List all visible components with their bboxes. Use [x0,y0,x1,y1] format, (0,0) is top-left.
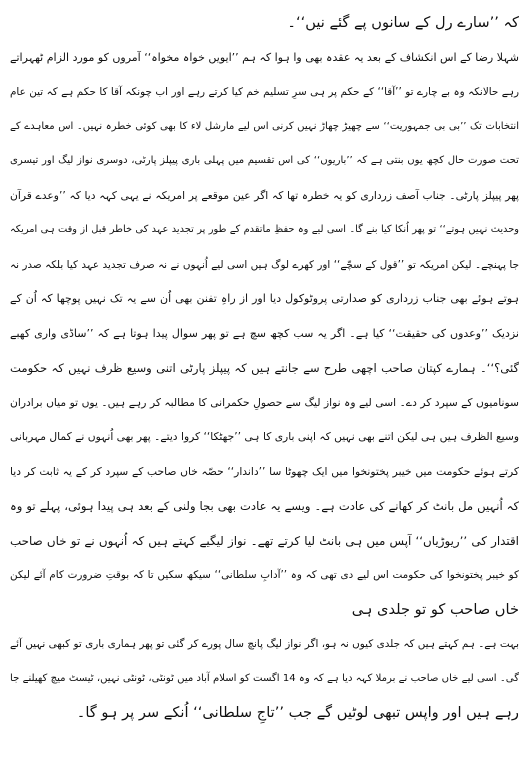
text-line: نزدیک ’’وعدوں کی حقیقت‘‘ کیا ہے۔ اگر یہ سب کچھ سچ ہے تو پھر سوال پیدا ہوتا ہے کہ ’’ساڈی واری کھبے [10,326,519,340]
text-line: وسیع الظرف ہیں ہی لیکن اتنے بھی نہیں کہ اپنی باری کا ہی ’’جھٹکا‘‘ کروا دیتے۔ پھر بھی اُنہوں نے کمال مہربانی [10,430,519,443]
paragraph [10,6,519,41]
text-line: گئی؟‘‘۔ ہمارے کپتان صاحب اچھی طرح سے جانتے ہیں کہ پیپلز پارٹی اتنی وسیع ظرف نہیں کہ حکومت [10,361,519,375]
text-line: رہے حالانکہ وہ بے چارے تو ’’آقا‘‘ کے حکم پر ہی سرِ تسلیم خم کیا کرتے رہے اور اب چونکہ آقا کا حکم ہے کہ تین عام [10,86,519,98]
text-line: کہ اُنہیں مل بانٹ کر کھانے کی عادت ہے۔ ویسے یہ عادت بھی بجا ولنی کے بعد ہی پیدا ہوئی، پہلے تو وہ [10,499,519,513]
text-line: پھر پیپلز پارٹی۔ جناب آصف زرداری کو یہ خطرہ تھا کہ اگر عین موقعے پر امریکہ نے یہی کہہ دیا کہ ’’وعدے قرآن [10,188,519,202]
text-line: تحت صورت حال کچھ یوں بنتی ہے کہ ’’باریوں‘‘ کی اس تقسیم میں پہلی باری پیپلز پارٹی، دوسری نواز لیگ اور تیسری [10,155,519,166]
paragraph [10,41,519,628]
article-body [10,6,519,731]
text-line: کہ ’’سارے رل کے سانوں پے گئے نیں‘‘۔ [287,14,519,31]
text-line: انتخابات تک ’’بی بی جمہوریت‘‘ سے چھیڑ چھاڑ نہیں کرنی اس لیے مارشل لاء کا بھی کوئی خطرہ نہیں۔ اس معاہدے کے [10,120,519,132]
text-line: خاں صاحب کو تو جلدی ہی [351,600,519,618]
text-line: ہوتے ہوئے بھی جناب زرداری کو صدارتی پروٹوکول دیا اور از راہِ تفنن بھی اُن سے یہ تک نہیں پوچھا کہ اُن کے [10,292,519,305]
text-line: سونامیوں کے سپرد کر دے۔ اسی لیے وہ نواز لیگ سے حصولِ حکمرانی کا مطالبہ کر رہے ہیں۔ یوں تو میاں برادران [10,395,519,409]
text-line: کرتے ہوئے حکومت میں خیبر پختونخوا میں ایک چھوٹا سا ’’داندار‘‘ حصّہ خاں صاحب کے سپرد کر کے یہ ثابت کر دیا [10,464,519,478]
text-line: وحدیث نہیں ہوتے‘‘ تو پھر اُنکا کیا بنے گا۔ اسی لیے وہ حفظِ ماتقدم کے طور پر تجدید عہد کی خاطر قبل از وقت ہی امریکہ [10,224,519,235]
text-line: کو خیبر پختونخوا کی حکومت اس لیے دی تھی کہ وہ ’’آدابِ سلطانی‘‘ سیکھ سکیں تا کہ بوقتِ ضرورت کام آئے لیکن [10,569,519,581]
text-line: گی۔ اسی لیے خاں صاحب نے برملا کہہ دیا ہے کہ وہ 14 اگست کو اسلام آباد میں ٹونٹی، ٹونٹی نہیں، ٹیسٹ میچ کھیلنے جا [10,672,519,684]
text-line: رہے ہیں اور واپس تبھی لوٹیں گے جب ’’تاجِ سلطانی‘‘ اُنکے سر پر ہو گا۔ [76,704,519,721]
paragraph [10,627,519,731]
text-line: بہت ہے۔ ہم کہتے ہیں کہ جلدی کیوں نہ ہو، اگر نواز لیگ پانچ سال پورے کر گئی تو پھر ہماری باری تو کبھی نہیں آئے [10,638,519,650]
text-line: جا پہنچے۔ لیکن امریکہ تو ’’قول کے سچّے‘‘ اور کھرے لوگ ہیں اسی لیے اُنہوں نے نہ صرف تجدید عہد کیا بلکہ صدر نہ [10,258,519,271]
text-line: اقتدار کی ’’ریوڑیاں‘‘ آپس میں ہی بانٹ لیا کرتے تھے۔ نواز لیگیے کہتے ہیں کہ اُنہوں نے تو خاں صاحب [10,533,519,548]
text-line: شہلا رضا کے اس انکشاف کے بعد یہ عقدہ بھی وا ہوا کہ ہم ’’ایویں خواہ مخواہ‘‘ آمروں کو مورد الزام ٹھہراتے [10,50,519,64]
